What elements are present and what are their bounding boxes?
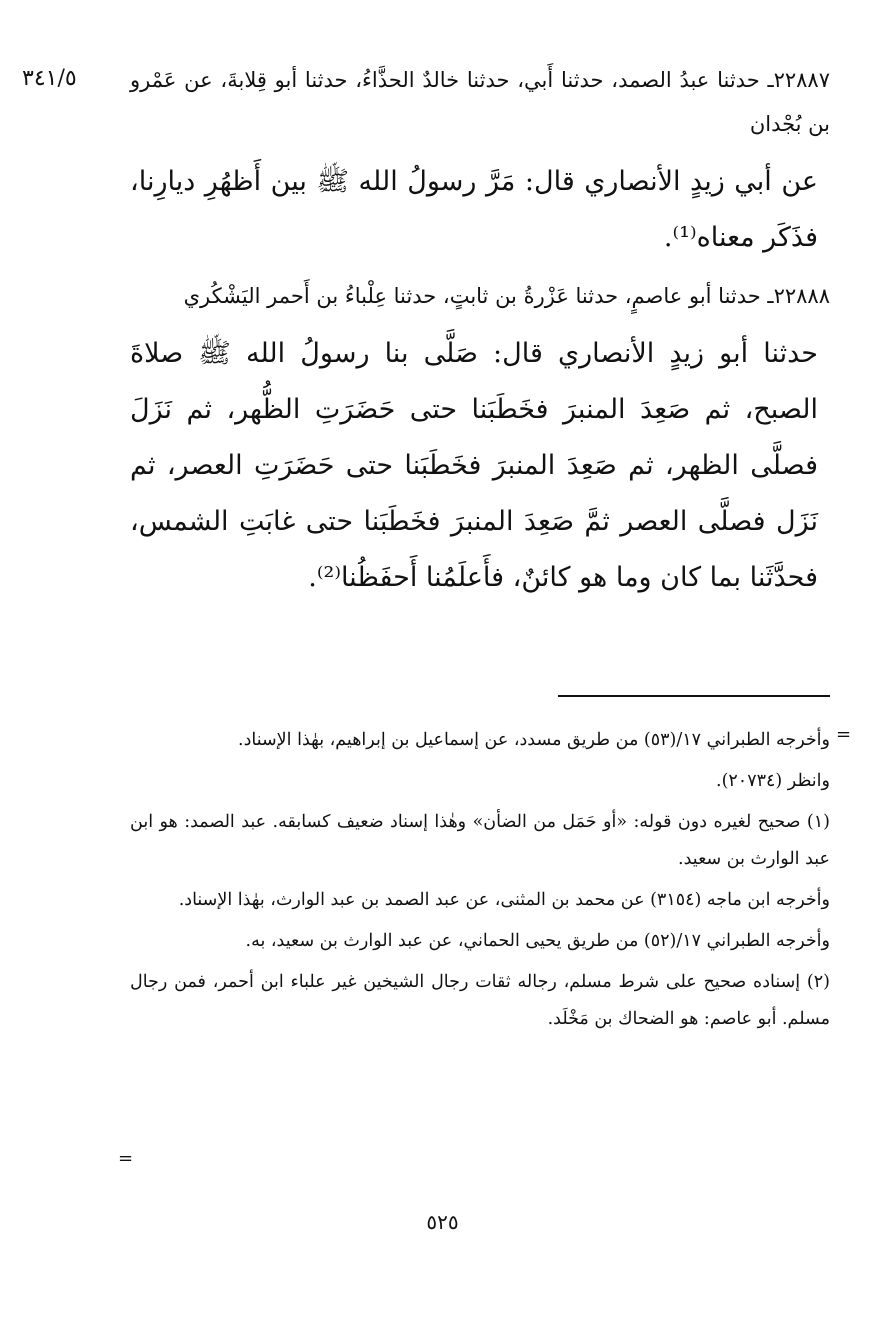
hadith-22888-chain: ٢٢٨٨٨ـ حدثنا أبو عاصمٍ، حدثنا عَزْرةُ بن ثابتٍ، حدثنا عِلْباءُ بن أَحمر اليَشْكُري	[183, 284, 830, 308]
footnote-divider	[558, 695, 830, 697]
hadith-22888-matn: حدثنا أبو زيدٍ الأنصاري قال: صَلَّى بنا رسولُ الله ﷺ صلاةَ الصبح، ثم صَعِدَ المنبرَ فخَطَبَنا حتى حَضَرَتِ الظُّهر، ثم نَزَلَ فصلَّى الظهر، ثم صَعِدَ المنبرَ فخَطَبَنا حتى حَضَرَتِ العصر، ثم نَزَل فصلَّى العصر ثمَّ صَعِدَ المنبرَ فخَطَبَنا حتى غابَتِ الشمس، فحدَّثَنا بما كان وما هو كائنٌ، فأَعلَمُنا أَحفَظُنا⁽²⁾.	[130, 338, 818, 593]
footnote-1: (١) صحيح لغيره دون قوله: «أو حَمَل من الضأن» وهٰذا إسناد ضعيف كسابقه. عبد الصمد: هو ابن عبد الوارث بن سعيد.	[130, 812, 830, 869]
footnote-1-takhrij-tabarani: وأخرجه الطبراني ١٧/(٥٢) من طريق يحيى الحماني، عن عبد الوارث بن سعيد، به.	[245, 931, 830, 951]
footnotes	[130, 722, 830, 1042]
footnote-continued: وأخرجه الطبراني ١٧/(٥٣) من طريق مسدد، عن إسماعيل بن إبراهيم، بهٰذا الإسناد.	[238, 730, 830, 750]
volume-page-reference: ٣٤١/٥	[22, 66, 77, 91]
page-number: ٥٢٥	[426, 1210, 459, 1234]
continuation-marker: =	[836, 724, 852, 745]
hadith-22887-matn: عن أبي زيدٍ الأنصاري قال: مَرَّ رسولُ الله ﷺ بين أَظهُرِ ديارِنا، فذَكَر معناه⁽¹⁾.	[130, 166, 818, 253]
main-text	[130, 58, 830, 614]
end-continuation-marker: =	[118, 1148, 134, 1169]
hadith-22887-chain: ٢٢٨٨٧ـ حدثنا عبدُ الصمد، حدثنا أَبي، حدثنا خالدٌ الحذَّاءُ، حدثنا أبو قِلابةَ، عن عَمْرو بن بُجْدان	[130, 68, 830, 136]
footnote-2: (٢) إسناده صحيح على شرط مسلم، رجاله ثقات رجال الشيخين غير علباء ابن أحمر، فمن رجال مسلم. أبو عاصم: هو الضحاك بن مَخْلَد.	[130, 972, 830, 1029]
footnote-see-also: وانظر (٢٠٧٣٤).	[716, 771, 830, 791]
footnote-1-takhrij-ibn-majah: وأخرجه ابن ماجه (٣١٥٤) عن محمد بن المثنى، عن عبد الصمد بن عبد الوارث، بهٰذا الإسناد.	[178, 890, 830, 910]
